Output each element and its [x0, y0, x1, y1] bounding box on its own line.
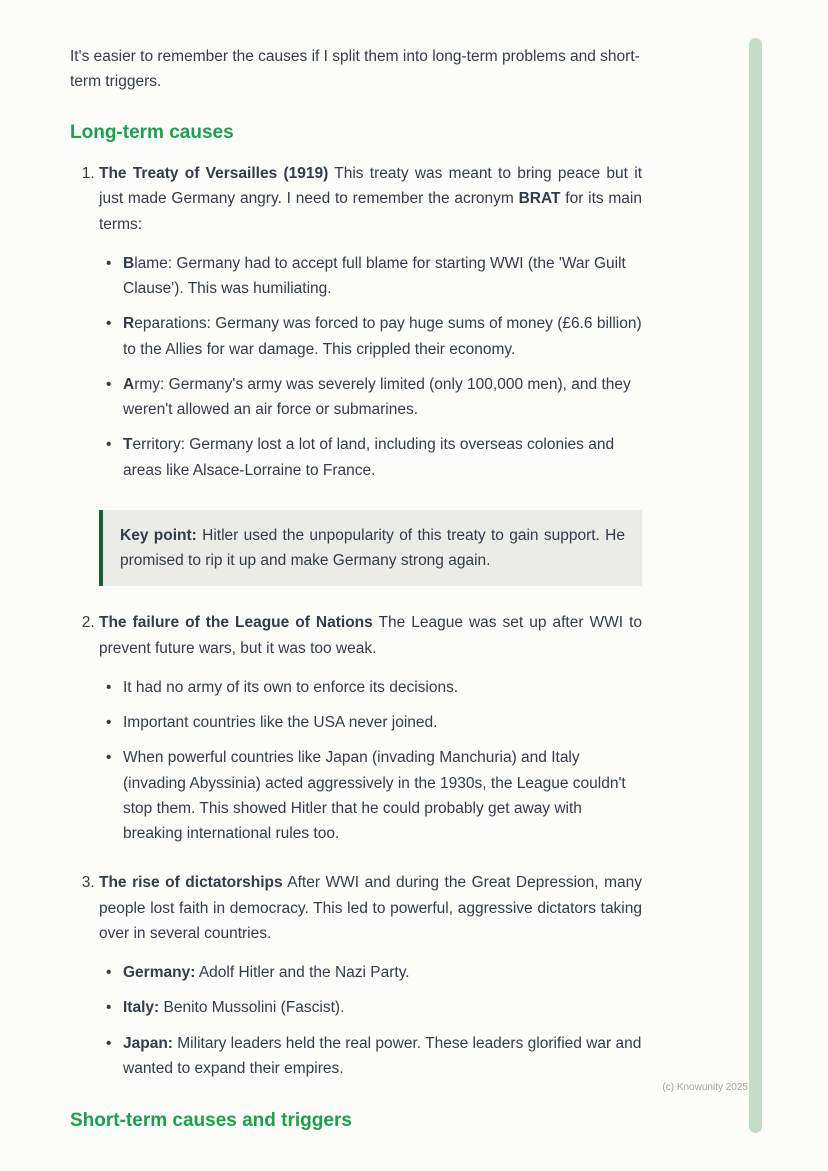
bullet-item-italy: • Italy: Benito Mussolini (Fascist).: [106, 995, 642, 1020]
bullet-item-no-army: • It had no army of its own to enforce its decisions.: [106, 675, 642, 700]
section-heading-short-term: Short-term causes and triggers: [70, 1110, 352, 1132]
list-item-rise-of-dictatorships: [99, 870, 642, 1081]
bullet-item-reparations: • Reparations: Germany was forced to pay huge sums of money (£6.6 billion) to the Allies for war damage. This crippled their economy.: [106, 311, 642, 362]
scrollbar-track[interactable]: [749, 38, 762, 1133]
league-bullet-list: [99, 675, 642, 847]
list-item-treaty-of-versailles: [99, 161, 642, 586]
intro-paragraph: It's easier to remember the causes if I split them into long-term problems and short-term triggers.: [70, 48, 640, 91]
bullet-item-aggression-unpunished: • When powerful countries like Japan (invading Manchuria) and Italy (invading Abyssinia) acted aggressively in the 1930s, the League couldn't stop them. This showed Hitler that he could probably get away with breaking international rules too.: [106, 745, 642, 846]
bullet-item-territory: • Territory: Germany lost a lot of land, including its overseas colonies and areas like Alsace-Lorraine to France.: [106, 432, 642, 483]
bullet-item-blame: • Blame: Germany had to accept full blame for starting WWI (the 'War Guilt Clause'). This was humiliating.: [106, 251, 642, 302]
long-term-list: [70, 161, 642, 1081]
key-point-callout: [99, 510, 642, 587]
note-content: [70, 44, 642, 1150]
list-item-league-of-nations: [99, 610, 642, 846]
list-item-paragraph: 2. The failure of the League of Nations The League was set up after WWI to prevent future wars, but it was too weak.: [99, 614, 642, 657]
key-point-text: Key point: Hitler used the unpopularity of this treaty to gain support. He promised to rip it up and make Germany strong again.: [120, 526, 625, 570]
bullet-item-army: • Army: Germany's army was severely limited (only 100,000 men), and they weren't allowed an air force or submarines.: [106, 372, 642, 423]
dictators-bullet-list: [99, 960, 642, 1081]
footer-credit: (c) Knowunity 2025: [662, 1082, 748, 1093]
list-item-paragraph: 1. The Treaty of Versailles (1919) This treaty was meant to bring peace but it just made Germany angry. I need to remember the acronym BRAT for its main terms:: [99, 165, 642, 233]
bullet-item-germany: • Germany: Adolf Hitler and the Nazi Party.: [106, 960, 642, 985]
brat-bullet-list: [99, 251, 642, 483]
bullet-item-usa-never-joined: • Important countries like the USA never joined.: [106, 710, 642, 735]
section-heading-long-term: Long-term causes: [70, 121, 234, 143]
bullet-item-japan: • Japan: Military leaders held the real power. These leaders glorified war and wanted to expand their empires.: [106, 1031, 642, 1082]
list-item-paragraph: 3. The rise of dictatorships After WWI and during the Great Depression, many people lost faith in democracy. This led to powerful, aggressive dictators taking over in several countries.: [99, 874, 643, 942]
